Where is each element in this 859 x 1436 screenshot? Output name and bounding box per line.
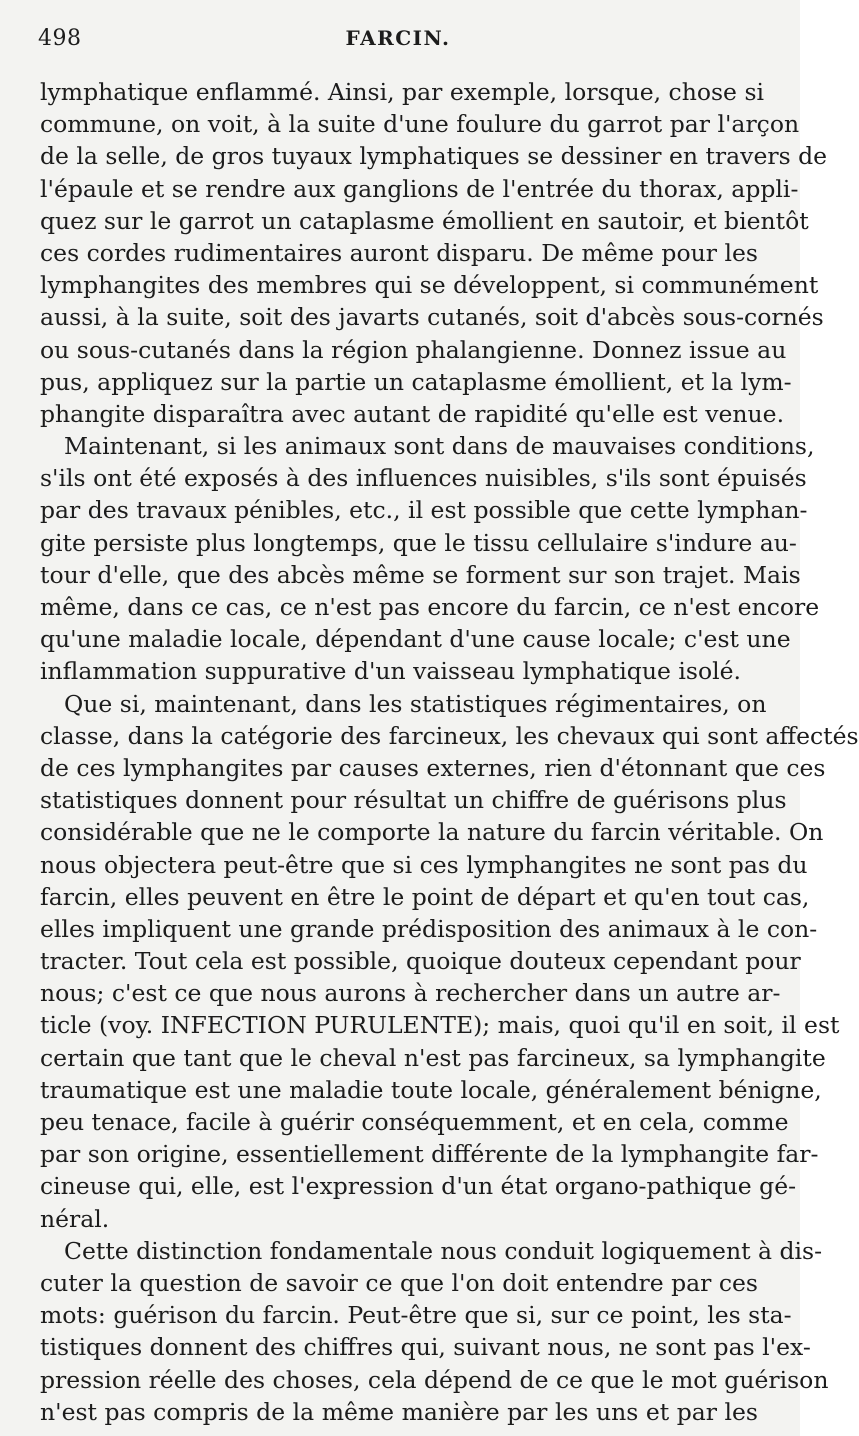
text-line: de ces lymphangites par causes externes, rien d'étonnant que ces — [40, 753, 826, 782]
text-line: nous; c'est ce que nous aurons à rechercher dans un autre ar- — [40, 979, 781, 1008]
paragraph — [40, 688, 859, 1235]
page-header — [38, 26, 758, 56]
text-line: quez sur le garrot un cataplasme émollient en sautoir, et bientôt — [40, 206, 809, 235]
text-line: statistiques donnent pour résultat un chiffre de guérisons plus — [40, 786, 787, 815]
text-line: qu'une maladie locale, dépendant d'une cause locale; c'est une — [40, 625, 791, 654]
text-line: l'épaule et se rendre aux ganglions de l'entrée du thorax, appli- — [40, 174, 799, 203]
text-line: Maintenant, si les animaux sont dans de mauvaises conditions, — [64, 432, 815, 461]
text-line: gite persiste plus longtemps, que le tissu cellulaire s'indure au- — [40, 528, 797, 557]
text-line: farcin, elles peuvent en être le point de départ et qu'en tout cas, — [40, 882, 810, 911]
text-line: classe, dans la catégorie des farcineux, les chevaux qui sont affectés — [40, 721, 859, 750]
running-title: FARCIN. — [345, 26, 451, 50]
text-line: inflammation suppurative d'un vaisseau lymphatique isolé. — [40, 657, 741, 686]
page-number: 498 — [38, 26, 82, 51]
text-line: phangite disparaîtra avec autant de rapidité qu'elle est venue. — [40, 399, 785, 428]
text-line: tracter. Tout cela est possible, quoique douteux cependant pour — [40, 947, 801, 976]
text-line: pus, appliquez sur la partie un cataplasme émollient, et la lym- — [40, 367, 792, 396]
paragraph — [40, 1235, 829, 1428]
text-line: cuter la question de savoir ce que l'on doit entendre par ces — [40, 1268, 758, 1297]
text-line: ticle (voy. INFECTION PURULENTE); mais, quoi qu'il en soit, il est — [40, 1011, 840, 1040]
text-line: tour d'elle, que des abcès même se forment sur son trajet. Mais — [40, 560, 801, 589]
text-line: certain que tant que le cheval n'est pas farcineux, sa lymphangite — [40, 1043, 826, 1072]
text-line: Cette distinction fondamentale nous conduit logiquement à dis- — [64, 1236, 823, 1265]
text-line: n'est pas compris de la même manière par les uns et par les — [40, 1397, 758, 1426]
paragraph — [40, 430, 820, 688]
text-line: par des travaux pénibles, etc., il est possible que cette lymphan- — [40, 496, 808, 525]
text-line: mots: guérison du farcin. Peut-être que si, sur ce point, les sta- — [40, 1301, 792, 1330]
text-line: pression réelle des choses, cela dépend de ce que le mot guérison — [40, 1365, 829, 1394]
text-line: lymphangites des membres qui se développent, si communément — [40, 271, 819, 300]
text-line: même, dans ce cas, ce n'est pas encore du farcin, ce n'est encore — [40, 593, 820, 621]
text-line: Que si, maintenant, dans les statistiques régimentaires, on — [64, 689, 767, 718]
text-line: ou sous-cutanés dans la région phalangienne. Donnez issue au — [40, 335, 787, 364]
text-line: de la selle, de gros tuyaux lymphatiques se dessiner en travers de — [40, 142, 828, 171]
text-line: aussi, à la suite, soit des javarts cutanés, soit d'abcès sous-cornés — [40, 303, 824, 332]
text-line: lymphatique enflammé. Ainsi, par exemple, lorsque, chose si — [40, 78, 765, 106]
text-line: considérable que ne le comporte la nature du farcin véritable. On — [40, 818, 824, 847]
text-line: ces cordes rudimentaires auront disparu. De même pour les — [40, 238, 758, 267]
body-text — [40, 76, 859, 1428]
text-line: par son origine, essentiellement différente de la lymphangite far- — [40, 1140, 819, 1169]
text-line: néral. — [40, 1204, 110, 1233]
text-line: s'ils ont été exposés à des influences nuisibles, s'ils sont épuisés — [40, 464, 807, 493]
text-line: tistiques donnent des chiffres qui, suivant nous, ne sont pas l'ex- — [40, 1333, 811, 1362]
text-line: peu tenace, facile à guérir conséquemment, et en cela, comme — [40, 1108, 789, 1136]
text-line: cineuse qui, elle, est l'expression d'un état organo-pathique gé- — [40, 1172, 797, 1201]
text-line: traumatique est une maladie toute locale, généralement bénigne, — [40, 1075, 822, 1104]
paragraph — [40, 76, 828, 430]
text-line: commune, on voit, à la suite d'une foulure du garrot par l'arçon — [40, 110, 800, 139]
text-line: elles impliquent une grande prédisposition des animaux à le con- — [40, 914, 818, 943]
text-line: nous objectera peut-être que si ces lymphangites ne sont pas du — [40, 850, 808, 879]
